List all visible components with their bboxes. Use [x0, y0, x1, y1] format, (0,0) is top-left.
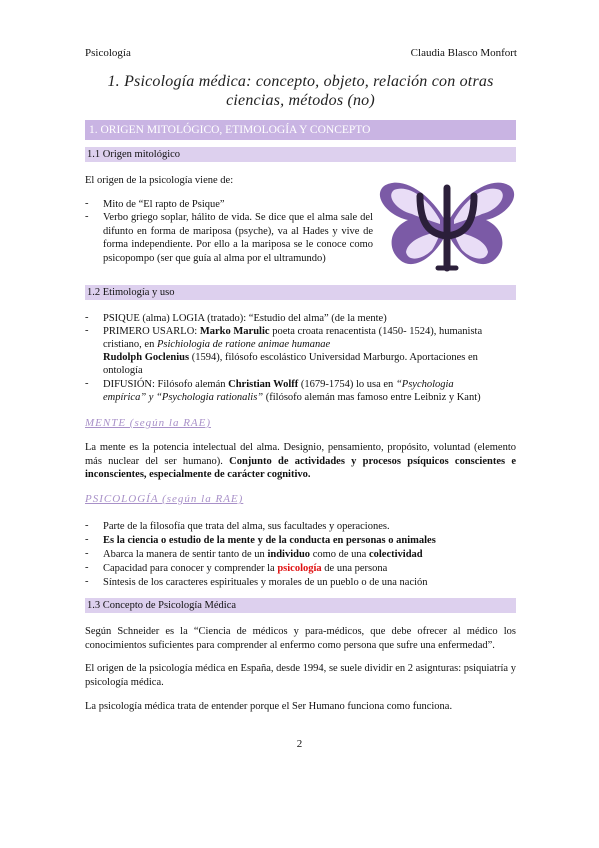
- rae-item-2: Es la ciencia o estudio de la mente y de la conducta en personas o animales: [103, 535, 436, 546]
- concept-paragraph-1: Según Schneider es la “Ciencia de médicos y para-médicos, que debe ofrecer al médico los conocimientos suficientes para comprender al enfermo como persona que sufre una enfermedad”.: [85, 626, 516, 651]
- origin-bullet-1: Mito de “El rapto de Psique”: [103, 199, 225, 210]
- page-title: [85, 72, 516, 110]
- bullet-dash: -: [85, 548, 89, 559]
- mente-definition: La mente es la potencia intelectual del alma. Designio, pensamiento, propósito, voluntad (elemento más nuclear del ser humano). Conjunto de actividades y procesos psíquicos conscientes e inconscientes, especialmente de carácter cognitivo.: [85, 442, 516, 480]
- title-line-2: ciencias, métodos (no): [226, 92, 375, 109]
- concept-paragraph-2: El origen de la psicología médica en España, desde 1994, se suele dividir en 2 asignturas: psiquiatría y psicología médica.: [85, 663, 516, 688]
- butterfly-psi-icon: [378, 176, 516, 272]
- bullet-dash: -: [85, 576, 89, 587]
- rae-item-5: Síntesis de los caracteres espirituales y morales de un pueblo o de una nación: [103, 577, 428, 588]
- bullet-dash: -: [85, 325, 89, 336]
- etym-bullet-3: DIFUSIÓN: Filósofo alemán Christian Wolff (1679-1754) lo usa en “Psychologia empírica” y “Psychologia rationalis” (filósofo alemán mas famoso entre Leibniz y Kant): [103, 379, 481, 403]
- etym-bullet-2: PRIMERO USARLO: Marko Marulic poeta croata renacentista (1450- 1524), humanista cristiano, en Psichiologia de ratione animae humanae Rudolph Goclenius (1594), filósofo escolástico Universidad Marburgo. Aportaciones en ontología: [103, 326, 483, 376]
- mente-heading: MENTE (según la RAE): [85, 417, 212, 429]
- subsection-heading-1-3: 1.3 Concepto de Psicología Médica: [85, 598, 516, 613]
- title-line-1: 1. Psicología médica: concepto, objeto, relación con otras: [107, 73, 494, 90]
- book-titles: empírica” y “Psychologia rationalis”: [103, 392, 264, 403]
- person-goclenius: Rudolph Goclenius: [103, 352, 190, 363]
- subsection-heading-1-1: 1.1 Origen mitológico: [85, 147, 516, 162]
- page-number: 2: [296, 738, 303, 750]
- header-subject: Psicología: [85, 47, 131, 59]
- person-marulic: Marko Marulic: [199, 326, 270, 337]
- rae-item-1: Parte de la filosofía que trata del alma, sus facultades y operaciones.: [103, 521, 390, 532]
- concept-paragraph-3: La psicología médica trata de entender porque el Ser Humano funciona como funciona.: [85, 701, 453, 712]
- psicologia-heading: PSICOLOGÍA (según la RAE): [85, 493, 244, 505]
- bullet-dash: -: [85, 534, 89, 545]
- origin-intro: El origen de la psicología viene de:: [85, 175, 234, 186]
- book-title: Psichiologia de ratione animae humanae: [156, 339, 331, 350]
- etym-bullet-1: PSIQUE (alma) LOGIA (tratado): “Estudio del alma” (de la mente): [103, 313, 387, 324]
- subsection-heading-1-2: 1.2 Etimología y uso: [85, 285, 516, 300]
- bullet-dash: -: [85, 211, 89, 222]
- bullet-dash: -: [85, 312, 89, 323]
- rae-item-3: Abarca la manera de sentir tanto de un individuo como de una colectividad: [103, 549, 423, 560]
- person-wolff: Christian Wolff: [228, 379, 299, 390]
- header-author: Claudia Blasco Monfort: [410, 47, 517, 59]
- bullet-dash: -: [85, 520, 89, 531]
- bullet-dash: -: [85, 378, 89, 389]
- origin-bullet-2: Verbo griego soplar, hálito de vida. Se dice que el alma sale del difunto en forma de mariposa (psyche), va al Hades y vive de forma independiente. Por ello a la mariposa se le conoce como psicopompo (ser que guía al alma por el ultramundo): [103, 212, 373, 264]
- rae-item-4: Capacidad para conocer y comprender la psicología de una persona: [103, 563, 388, 574]
- highlighted-word: psicología: [277, 563, 322, 574]
- bullet-dash: -: [85, 198, 89, 209]
- bullet-dash: -: [85, 562, 89, 573]
- section-heading-1: 1. ORIGEN MITOLÓGICO, ETIMOLOGÍA Y CONCEPTO: [85, 120, 516, 140]
